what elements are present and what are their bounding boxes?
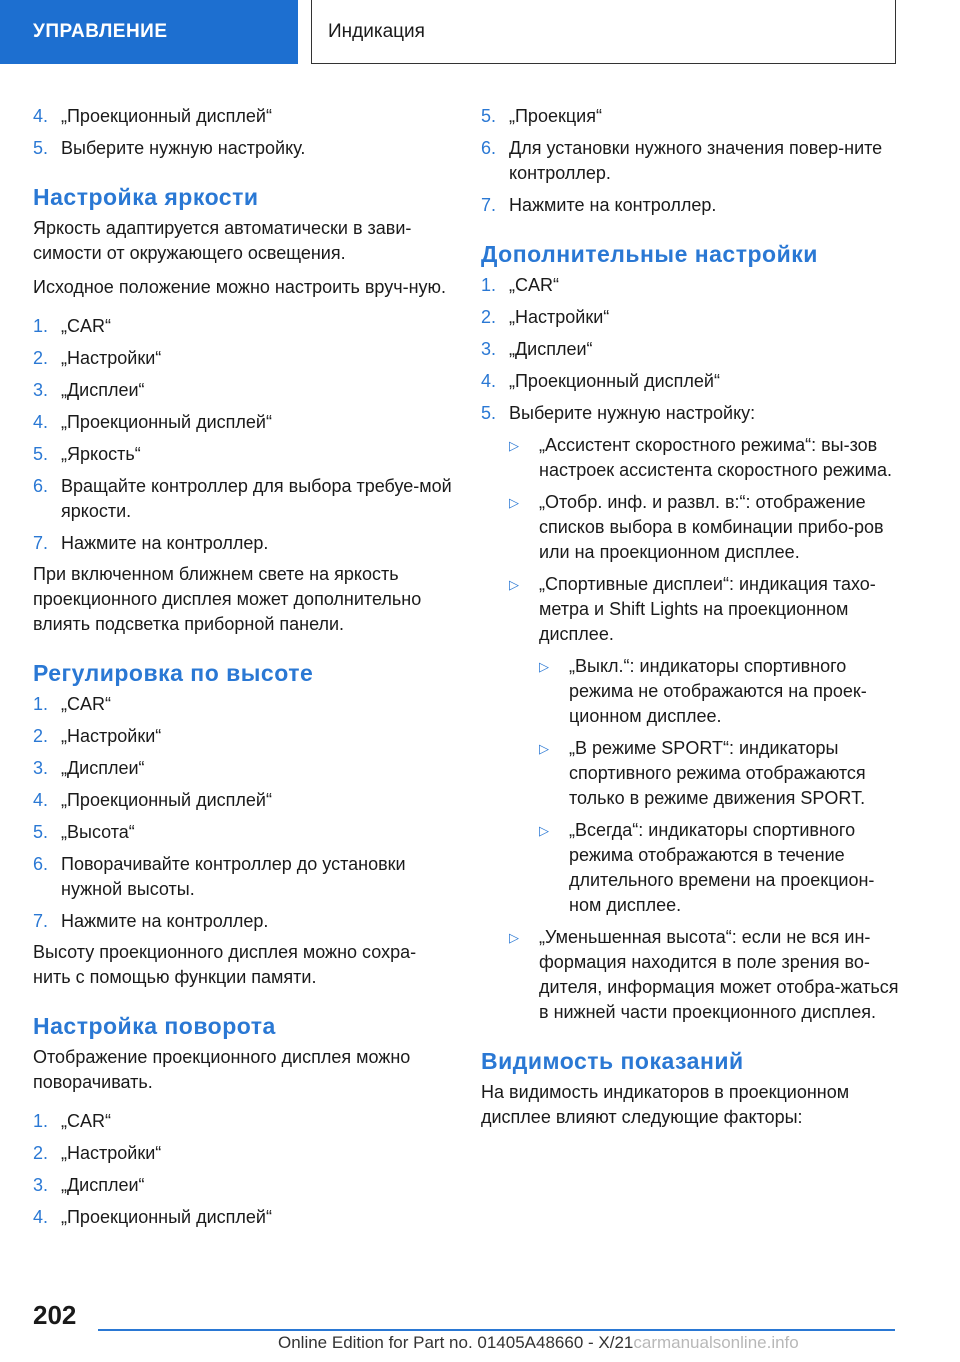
list-item <box>481 490 901 565</box>
edition-text: Online Edition for Part no. 01405A48660 - X/21 <box>278 1333 634 1352</box>
step-number: 5. <box>481 403 497 423</box>
step <box>33 1173 453 1198</box>
step <box>33 474 453 524</box>
list-item <box>481 818 901 918</box>
step <box>33 410 453 435</box>
heading-visibility: Видимость показаний <box>481 1048 744 1074</box>
right-column <box>481 104 901 1130</box>
step <box>481 401 901 426</box>
chapter-tab <box>311 0 896 64</box>
step-text: „CAR“ <box>509 275 559 295</box>
step <box>33 692 453 717</box>
step <box>481 136 901 186</box>
step-number: 7. <box>33 533 49 553</box>
bullet-text: „Всегда“: индикаторы спортивного режима отображаются в течение длительного времени на проекцион-ном дисплее. <box>569 820 875 915</box>
step-text: Для установки нужного значения повер-ните контроллер. <box>509 138 883 183</box>
step-number: 6. <box>481 138 497 158</box>
list-item <box>481 736 901 811</box>
list-item <box>481 433 901 483</box>
step <box>33 104 453 129</box>
step <box>33 1205 453 1230</box>
step-number: 4. <box>33 106 49 126</box>
step-text: „Настройки“ <box>61 1143 162 1163</box>
step-number: 7. <box>481 195 497 215</box>
step <box>481 104 901 129</box>
step <box>33 756 453 781</box>
step <box>33 378 453 403</box>
step <box>481 369 901 394</box>
step-number: 4. <box>481 371 497 391</box>
bullet-text: „Ассистент скоростного режима“: вы-зов настроек ассистента скоростного режима. <box>539 435 893 480</box>
bullet-text: „Уменьшенная высота“: если не вся ин-формация находится в поле зрения во-дителя, информация может отобра-жаться в нижней части проекционного дисплея. <box>539 927 899 1022</box>
step-number: 3. <box>481 339 497 359</box>
step <box>33 909 453 934</box>
step-text: Нажмите на контроллер. <box>509 195 717 215</box>
step-text: Поворачивайте контроллер до установки нужной высоты. <box>61 854 406 899</box>
list-item <box>481 925 901 1025</box>
step-text: „Проекционный дисплей“ <box>61 106 272 126</box>
step-number: 3. <box>33 758 49 778</box>
step-text: Нажмите на контроллер. <box>61 911 269 931</box>
step-text: Выберите нужную настройку: <box>509 403 756 423</box>
step-text: „Дисплеи“ <box>509 339 593 359</box>
paragraph: Высоту проекционного дисплея можно сохра-нить с помощью функции памяти. <box>33 942 417 987</box>
step-text: Вращайте контроллер для выбора требуе-мой яркости. <box>61 476 452 521</box>
step-number: 2. <box>33 726 49 746</box>
step-number: 1. <box>33 316 49 336</box>
triangle-bullet-icon: ▷ <box>539 741 549 756</box>
step-number: 5. <box>33 138 49 158</box>
step <box>481 273 901 298</box>
step-text: „Проекционный дисплей“ <box>61 412 272 432</box>
step <box>33 442 453 467</box>
step-number: 7. <box>33 911 49 931</box>
step <box>33 1109 453 1134</box>
heading-rotation: Настройка поворота <box>33 1013 276 1039</box>
section-title: УПРАВЛЕНИЕ <box>33 21 168 42</box>
step-text: „Дисплеи“ <box>61 1175 145 1195</box>
step <box>481 193 901 218</box>
step-number: 5. <box>33 822 49 842</box>
step-text: „CAR“ <box>61 694 111 714</box>
step <box>33 724 453 749</box>
step-text: „Высота“ <box>61 822 135 842</box>
step <box>33 314 453 339</box>
step-text: „CAR“ <box>61 1111 111 1131</box>
left-column <box>33 104 453 1230</box>
step-number: 4. <box>33 790 49 810</box>
step-number: 5. <box>33 444 49 464</box>
step-text: „Яркость“ <box>61 444 141 464</box>
paragraph: На видимость индикаторов в проекционном дисплее влияют следующие факторы: <box>481 1082 850 1127</box>
paragraph: Отображение проекционного дисплея можно поворачивать. <box>33 1047 411 1092</box>
triangle-bullet-icon: ▷ <box>509 495 519 510</box>
heading-extra-settings: Дополнительные настройки <box>481 241 818 267</box>
step <box>33 1141 453 1166</box>
chapter-title: Индикация <box>328 20 425 42</box>
step-number: 5. <box>481 106 497 126</box>
step <box>481 305 901 330</box>
step-text: „Проекционный дисплей“ <box>61 790 272 810</box>
step-number: 3. <box>33 380 49 400</box>
step <box>33 346 453 371</box>
step-number: 2. <box>33 348 49 368</box>
triangle-bullet-icon: ▷ <box>509 577 519 592</box>
step <box>481 337 901 362</box>
page-number: 202 <box>33 1300 77 1330</box>
step-number: 1. <box>33 694 49 714</box>
section-tab <box>0 0 298 64</box>
step-number: 2. <box>33 1143 49 1163</box>
step-text: „Дисплеи“ <box>61 758 145 778</box>
step-text: Нажмите на контроллер. <box>61 533 269 553</box>
list-item <box>481 572 901 647</box>
bullet-text: „В режиме SPORT“: индикаторы спортивного режима отображаются только в режиме движения SPORT. <box>569 738 866 808</box>
step-text: „Проекция“ <box>509 106 602 126</box>
watermark: carmanualsonline.info <box>633 1333 799 1352</box>
step <box>33 136 453 161</box>
paragraph: Яркость адаптируется автоматически в зави-симости от окружающего освещения. <box>33 218 412 263</box>
footer <box>278 1333 799 1353</box>
step-text: „Настройки“ <box>509 307 610 327</box>
bullet-text: „Отобр. инф. и развл. в:“: отображение списков выбора в комбинации прибо-ров или на проекционном дисплее. <box>539 492 884 562</box>
step-text: „Проекционный дисплей“ <box>509 371 720 391</box>
footer-divider <box>98 1329 895 1331</box>
triangle-bullet-icon: ▷ <box>539 659 549 674</box>
step <box>33 820 453 845</box>
step-number: 1. <box>33 1111 49 1131</box>
triangle-bullet-icon: ▷ <box>509 438 519 453</box>
step <box>33 788 453 813</box>
step-text: „Настройки“ <box>61 726 162 746</box>
step-number: 4. <box>33 412 49 432</box>
bullet-text: „Выкл.“: индикаторы спортивного режима не отображаются на проек-ционном дисплее. <box>569 656 867 726</box>
step-number: 2. <box>481 307 497 327</box>
step-number: 6. <box>33 476 49 496</box>
step <box>33 852 453 902</box>
step-text: „Проекционный дисплей“ <box>61 1207 272 1227</box>
heading-brightness: Настройка яркости <box>33 184 259 210</box>
step-number: 6. <box>33 854 49 874</box>
paragraph: При включенном ближнем свете на яркость проекционного дисплея может дополнительно влиять подсветка приборной панели. <box>33 564 422 634</box>
heading-height: Регулировка по высоте <box>33 660 314 686</box>
step-text: „CAR“ <box>61 316 111 336</box>
step-number: 1. <box>481 275 497 295</box>
triangle-bullet-icon: ▷ <box>509 930 519 945</box>
bullet-text: „Спортивные дисплеи“: индикация тахо-метра и Shift Lights на проекционном дисплее. <box>539 574 876 644</box>
step-text: Выберите нужную настройку. <box>61 138 306 158</box>
step-number: 4. <box>33 1207 49 1227</box>
step-text: „Настройки“ <box>61 348 162 368</box>
step <box>33 531 453 556</box>
step-text: „Дисплеи“ <box>61 380 145 400</box>
step-number: 3. <box>33 1175 49 1195</box>
list-item <box>481 654 901 729</box>
paragraph: Исходное положение можно настроить вруч-ную. <box>33 277 447 297</box>
triangle-bullet-icon: ▷ <box>539 823 549 838</box>
